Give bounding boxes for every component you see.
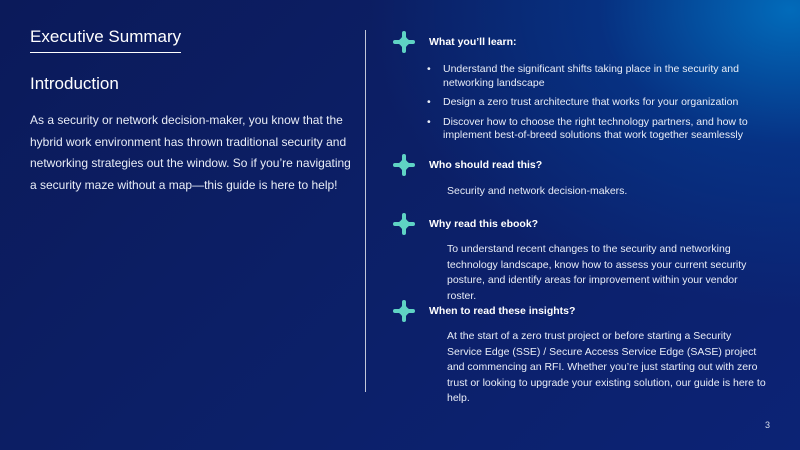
left-column <box>30 26 350 53</box>
intro-body: As a security or network decision-maker, you know that the hybrid work environment has thrown traditional security and networking strategies out the window. So if you’re navigating a security maze without a map—this guide is here to help! <box>30 113 351 192</box>
section-title: Why read this ebook? <box>429 218 539 230</box>
list-item: • Discover how to choose the right technology partners, and how to implement best-of-breed solutions that work together seamlessly <box>427 116 772 143</box>
section-body: At the start of a zero trust project or before starting a Security Service Edge (SSE) / Secure Access Service Edge (SASE) project and commencing an RFI. Whether you’re just starting out with zero trust or looking to upgrade your existing solution, our guide is here to help. <box>447 330 766 404</box>
section-body: Security and network decision-makers. <box>447 185 628 197</box>
plus-icon <box>392 30 416 54</box>
learn-bullet-list <box>427 63 772 149</box>
section-body: To understand recent changes to the security and networking technology landscape, know how to assess your current security posture, and identify areas for improvement within your vendor roster. <box>447 243 747 302</box>
plus-icon <box>392 153 416 177</box>
section-title: When to read these insights? <box>429 305 576 317</box>
list-item: • Design a zero trust architecture that works for your organization <box>427 96 772 110</box>
intro-heading: Introduction <box>30 74 119 93</box>
plus-icon <box>392 299 416 323</box>
page-title: Executive Summary <box>30 26 181 53</box>
section-title: What you’ll learn: <box>429 36 517 48</box>
plus-icon <box>392 212 416 236</box>
list-item: • Understand the significant shifts taking place in the security and networking landscape <box>427 63 772 90</box>
page-number: 3 <box>764 420 770 430</box>
column-divider <box>365 30 366 392</box>
section-title: Who should read this? <box>429 159 543 171</box>
